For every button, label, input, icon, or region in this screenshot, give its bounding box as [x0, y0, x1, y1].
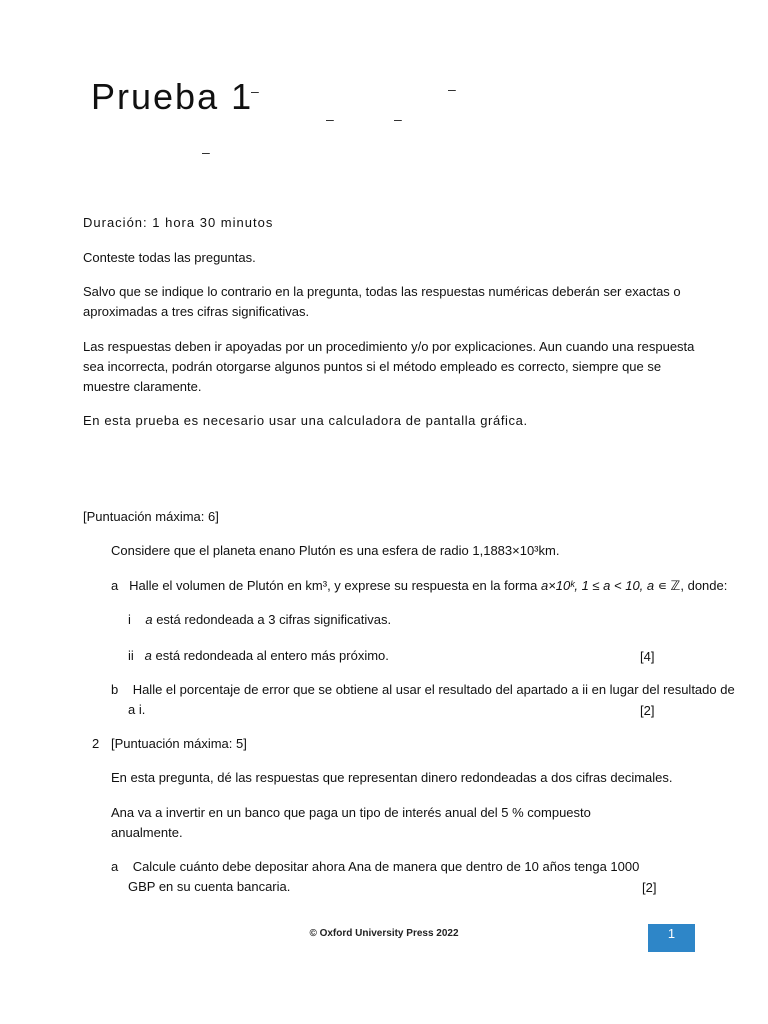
question1-sub-i [128, 610, 391, 630]
question2-instruction: En esta pregunta, dé las respuestas que representan dinero redondeadas a dos cifras decimales. [111, 770, 673, 785]
calculator-text: En esta prueba es necesario usar una calculadora de pantalla gráfica. [83, 413, 528, 428]
answer-all-text: Conteste todas las preguntas. [83, 250, 256, 265]
part-a-form: a×10ᵏ, 1 ≤ a < 10, a ∊ ℤ [540, 578, 681, 593]
part-a-text: Halle el volumen de Plutón en km³, y exprese su respuesta en la forma [129, 578, 538, 593]
copyright-footer: © Oxford University Press 2022 [309, 928, 459, 939]
question1-stem: Considere que el planeta enano Plutón es una esfera de radio 1,1883×10³km. [111, 543, 560, 558]
title-dash-mark: – [448, 81, 456, 97]
duration-text: Duración: 1 hora 30 minutos [83, 215, 274, 230]
title-dash-mark: – [326, 111, 334, 127]
title-dash-mark: – [202, 144, 210, 160]
part-b-text-line2: a i. [128, 702, 146, 717]
title-dash-mark: – [394, 111, 402, 127]
page-number: 1 [667, 926, 676, 941]
q2-part-a-text-line1: Calcule cuánto debe depositar ahora Ana de manera que dentro de 10 años tenga 1000 [132, 859, 640, 874]
accuracy-text-line2: aproximadas a tres cifras significativas. [83, 304, 310, 319]
question2-stem-line1: Ana va a invertir en un banco que paga un tipo de interés anual del 5 % compuesto [111, 805, 591, 820]
question1-sub-ii [128, 646, 389, 666]
question1-part-b-line1 [111, 680, 735, 700]
sub-i-text: está redondeada a 3 cifras significativas. [156, 612, 392, 627]
question2-stem-line2: anualmente. [111, 825, 183, 840]
accuracy-text-line1: Salvo que se indique lo contrario en la pregunta, todas las respuestas numéricas deberán ser exactas o [83, 284, 681, 299]
part-b-marks: [2] [640, 703, 655, 718]
part-b-letter: b [111, 682, 119, 697]
sub-i-var: a [145, 612, 153, 627]
part-b-text-line1: Halle el porcentaje de error que se obtiene al usar el resultado del apartado a ii en lugar del resultado de [132, 682, 735, 697]
question2-part-a-line1 [111, 857, 639, 877]
page-title: Prueba 1 [91, 76, 254, 117]
sub-i-label: i [128, 612, 131, 627]
page-number-badge [648, 924, 695, 952]
working-text-line3: muestre claramente. [83, 379, 202, 394]
title-dash-mark: – [251, 83, 259, 99]
working-text-line2: sea incorrecta, podrán otorgarse algunos puntos si el método empleado es correcto, siempre que se [83, 359, 662, 374]
sub-ii-marks: [4] [640, 649, 655, 664]
q2-part-a-marks: [2] [642, 880, 657, 895]
q2-part-a-letter: a [111, 859, 119, 874]
question1-max-marks: [Puntuación máxima: 6] [83, 509, 219, 524]
question1-part-a [111, 576, 727, 596]
sub-ii-text: está redondeada al entero más próximo. [155, 648, 389, 663]
q2-part-a-text-line2: GBP en su cuenta bancaria. [128, 879, 291, 894]
sub-ii-var: a [144, 648, 152, 663]
question2-number: 2 [92, 736, 100, 751]
question2-max-marks: [Puntuación máxima: 5] [111, 736, 247, 751]
working-text-line1: Las respuestas deben ir apoyadas por un procedimiento y/o por explicaciones. Aun cuando una respuesta [83, 339, 695, 354]
part-a-tail: , donde: [680, 578, 728, 593]
part-a-letter: a [111, 578, 119, 593]
sub-ii-label: ii [128, 648, 134, 663]
